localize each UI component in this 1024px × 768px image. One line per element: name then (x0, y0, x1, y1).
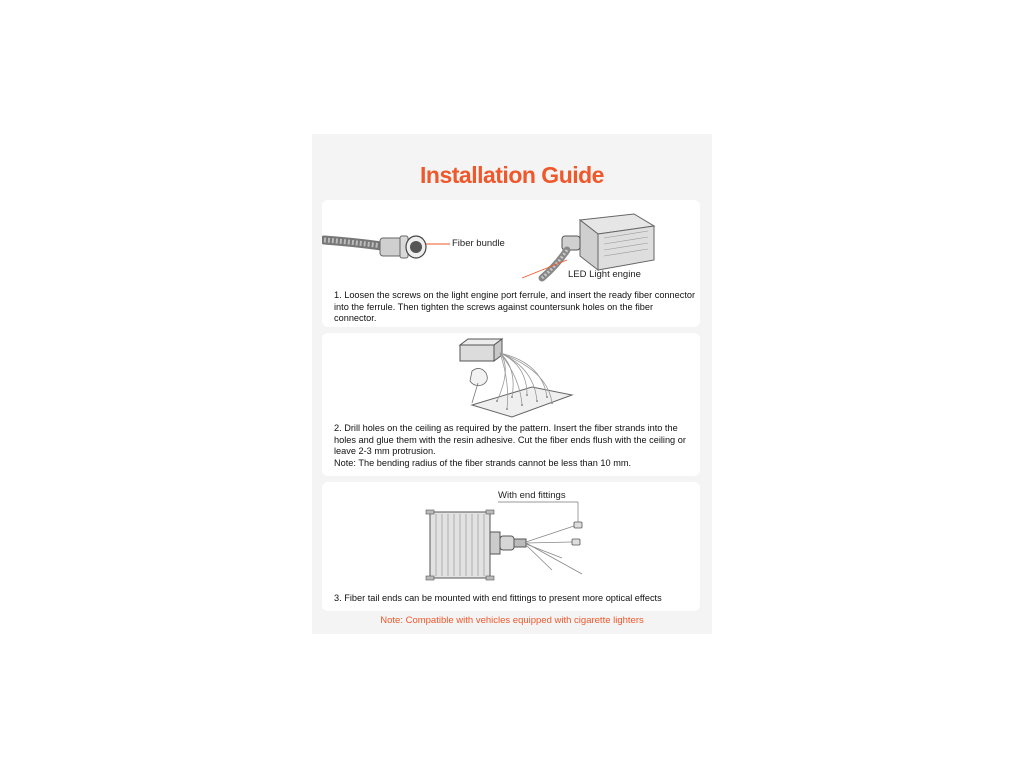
step-2-note: Note: The bending radius of the fiber strands cannot be less than 10 mm. (334, 457, 632, 468)
step-2-card (322, 333, 700, 476)
fiber-connector-illustration (322, 200, 700, 290)
step-3-text: 3. Fiber tail ends can be mounted with end fittings to present more optical effects (334, 593, 662, 603)
ceiling-install-illustration (322, 333, 700, 425)
end-fittings-label: With end fittings (498, 490, 566, 501)
page-title: Installation Guide (420, 162, 604, 188)
step-2-instruction: 2. Drill holes on the ceiling as required by the pattern. Insert the fiber strands into the holes and glue them with the resin adhesive. Cut the fiber ends flush with the ceiling or leave 2-3 mm protrusion. (334, 423, 686, 457)
step-3-card (322, 482, 700, 611)
light-engine-label: LED Light engine (568, 269, 641, 280)
compatibility-note: Note: Compatible with vehicles equipped with cigarette lighters (380, 615, 644, 626)
installation-guide-sheet (312, 134, 712, 634)
fiber-bundle-label: Fiber bundle (452, 238, 505, 249)
step-1-text: 1. Loosen the screws on the light engine port ferrule, and insert the ready fiber connector into the ferrule. Then tighten the screws against countersunk holes on the fiber connector. (334, 290, 696, 324)
step-2-text (334, 423, 696, 469)
step-1-card (322, 200, 700, 327)
